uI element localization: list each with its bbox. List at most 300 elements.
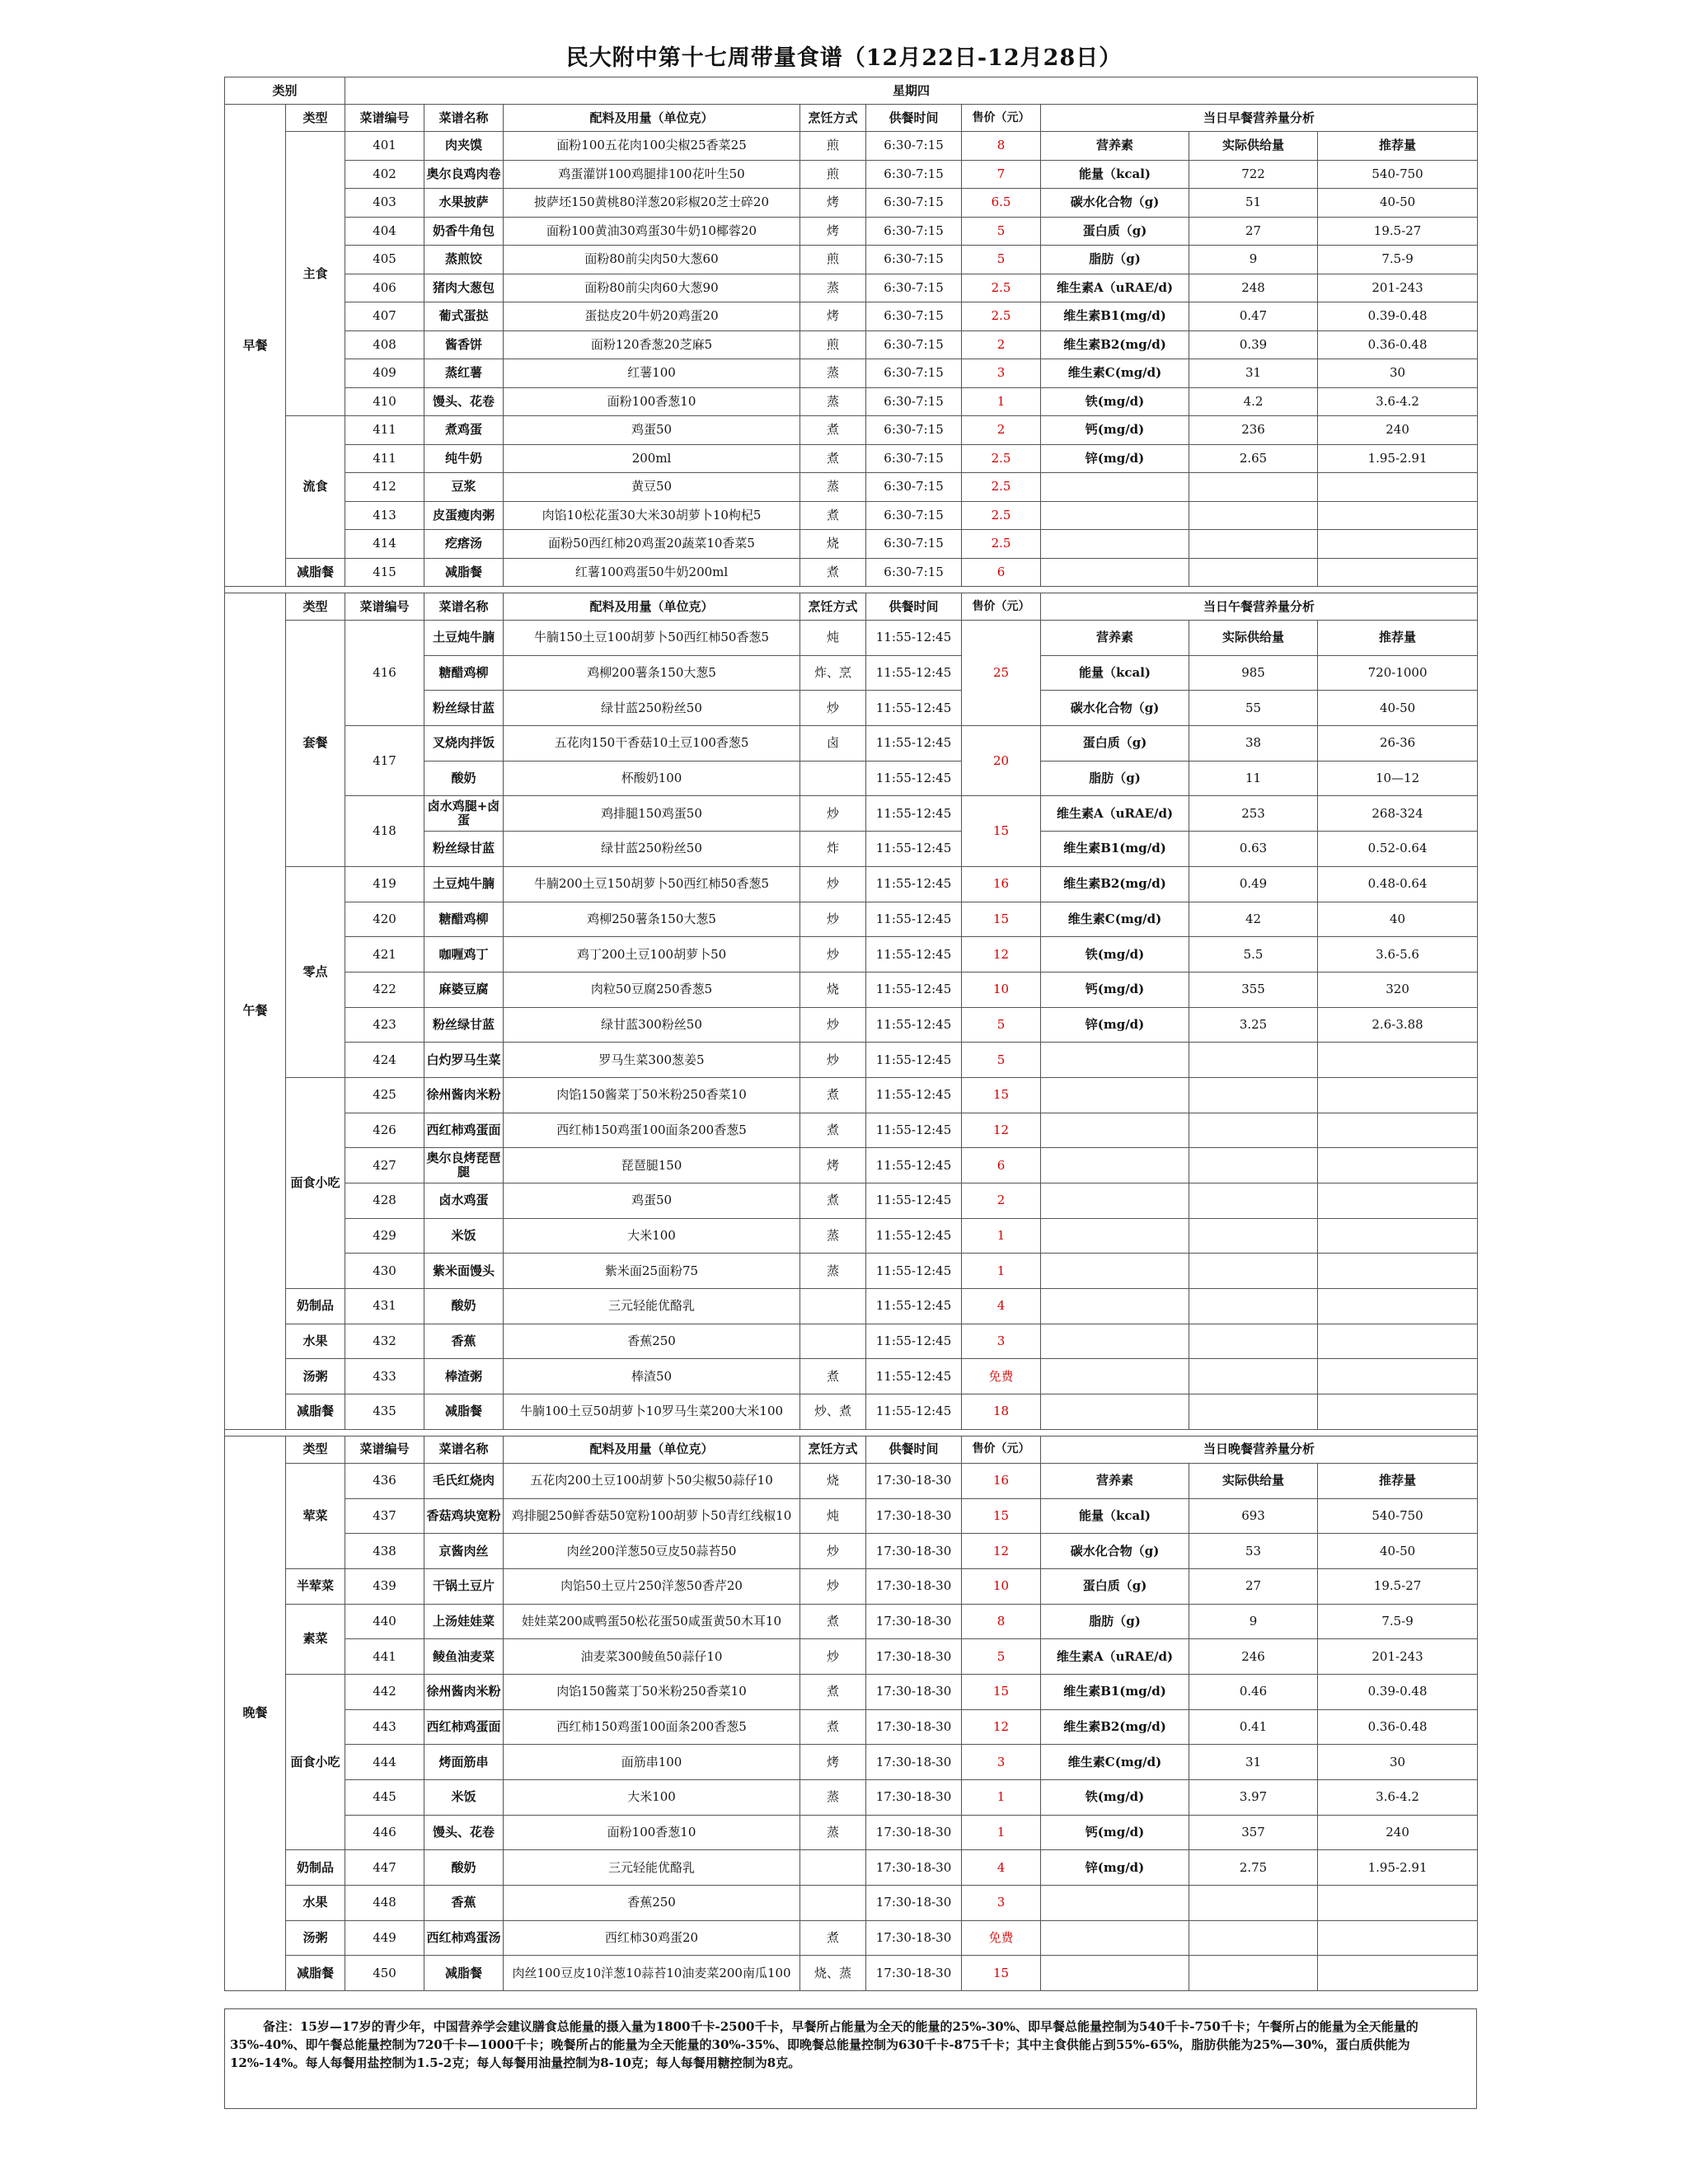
menu-row (225, 274, 1478, 302)
empty-cell (1041, 473, 1189, 502)
empty-cell (1041, 1183, 1189, 1219)
dish-type: 奶制品 (286, 1289, 345, 1324)
dish-type: 面食小吃 (286, 1674, 345, 1849)
dish-time: 6:30-7:15 (866, 160, 962, 189)
col-price: 售价（元） (962, 105, 1041, 132)
dish-code: 436 (345, 1463, 424, 1498)
dish-cooking: 蒸 (800, 1218, 866, 1254)
dish-cooking: 煎 (800, 330, 866, 359)
dish-time: 17:30-18-30 (866, 1604, 962, 1639)
dish-ingredients: 鸡柳250薯条150大葱5 (504, 902, 800, 937)
dish-price: 10 (962, 1568, 1041, 1604)
nutrient-actual: 722 (1189, 160, 1318, 189)
menu-row (225, 1498, 1478, 1534)
dish-ingredients: 肉丝200洋葱50豆皮50蒜苔50 (504, 1534, 800, 1569)
nutrient-recommended: 0.48-0.64 (1318, 866, 1478, 902)
empty-cell (1318, 1359, 1478, 1394)
dish-code: 440 (345, 1604, 424, 1639)
dish-price: 15 (962, 796, 1041, 866)
dish-cooking: 烧、蒸 (800, 1956, 866, 1991)
dish-cooking: 炖 (800, 621, 866, 656)
dish-price: 4 (962, 1850, 1041, 1886)
dish-code: 426 (345, 1113, 424, 1148)
col-ingredients: 配料及用量（单位克） (504, 105, 800, 132)
nutrient-actual: 3.97 (1189, 1780, 1318, 1816)
dish-time: 17:30-18-30 (866, 1463, 962, 1498)
nutrient-actual: 2.65 (1189, 444, 1318, 473)
dish-code: 404 (345, 217, 424, 246)
dish-ingredients: 紫米面25面粉75 (504, 1254, 800, 1289)
page-title: 民大附中第十七周带量食谱（12月22日-12月28日） (565, 45, 1123, 71)
menu-row (225, 796, 1478, 832)
dish-time: 11:55-12:45 (866, 796, 962, 832)
dish-name: 水果披萨 (424, 189, 504, 218)
nutrient-actual: 2.75 (1189, 1850, 1318, 1886)
dish-ingredients: 肉馅150酱菜丁50米粉250香菜10 (504, 1077, 800, 1113)
dish-name: 酸奶 (424, 1289, 504, 1324)
dish-price: 15 (962, 1956, 1041, 1991)
empty-cell (1318, 1183, 1478, 1219)
dish-cooking: 煮 (800, 1709, 866, 1745)
dish-code: 431 (345, 1289, 424, 1324)
dish-cooking (800, 761, 866, 796)
dish-name: 徐州酱肉米粉 (424, 1674, 504, 1709)
empty-cell (1041, 530, 1189, 559)
dish-price: 2 (962, 416, 1041, 445)
dish-code: 401 (345, 132, 424, 161)
dish-ingredients: 大米100 (504, 1780, 800, 1816)
dish-time: 11:55-12:45 (866, 1113, 962, 1148)
menu-row (225, 1254, 1478, 1289)
dish-price: 2 (962, 330, 1041, 359)
dish-name: 卤水鸡腿+卤蛋 (424, 796, 504, 832)
nutrient-name: 钙(mg/d) (1041, 1815, 1189, 1850)
nutrient-name: 维生素B2(mg/d) (1041, 1709, 1189, 1745)
nutrient-name: 维生素C(mg/d) (1041, 1745, 1189, 1780)
nutrient-actual: 51 (1189, 189, 1318, 218)
dish-price: 免费 (962, 1920, 1041, 1956)
dish-code: 428 (345, 1183, 424, 1219)
dish-name: 糖醋鸡柳 (424, 655, 504, 691)
nutrient-actual: 53 (1189, 1534, 1318, 1569)
dish-code: 414 (345, 530, 424, 559)
dish-cooking: 炸、烹 (800, 655, 866, 691)
nutrient-name: 锌(mg/d) (1041, 1007, 1189, 1043)
dish-cooking: 烧 (800, 1463, 866, 1498)
dish-name: 西红柿鸡蛋面 (424, 1113, 504, 1148)
dish-time: 11:55-12:45 (866, 1007, 962, 1043)
dish-cooking: 煮 (800, 416, 866, 445)
dish-ingredients: 绿甘蓝250粉丝50 (504, 691, 800, 726)
dish-price: 3 (962, 1886, 1041, 1921)
dish-ingredients: 蛋挞皮20牛奶20鸡蛋20 (504, 302, 800, 331)
dish-time: 6:30-7:15 (866, 444, 962, 473)
col-cooking: 烹饪方式 (800, 1436, 866, 1463)
dish-cooking: 烧 (800, 530, 866, 559)
dish-ingredients: 面粉100香葱10 (504, 387, 800, 416)
dish-cooking: 炖 (800, 1498, 866, 1534)
dish-cooking: 烤 (800, 302, 866, 331)
col-recommended: 推荐量 (1318, 132, 1478, 161)
dish-ingredients: 三元轻能优酪乳 (504, 1289, 800, 1324)
dish-type: 流食 (286, 416, 345, 559)
dish-name: 麻婆豆腐 (424, 972, 504, 1007)
dish-ingredients: 红薯100 (504, 359, 800, 388)
empty-cell (1041, 1324, 1189, 1359)
col-price: 售价（元） (962, 1436, 1041, 1463)
menu-row (225, 302, 1478, 331)
dish-price: 15 (962, 902, 1041, 937)
dish-price: 2 (962, 1183, 1041, 1219)
empty-cell (1041, 558, 1189, 587)
empty-cell (1041, 1920, 1189, 1956)
dish-name: 蒸煎饺 (424, 246, 504, 274)
dish-price: 12 (962, 1709, 1041, 1745)
nutrient-actual: 42 (1189, 902, 1318, 937)
nutrient-recommended: 1.95-2.91 (1318, 1850, 1478, 1886)
nutrient-name: 能量（kcal) (1041, 655, 1189, 691)
menu-row (225, 217, 1478, 246)
dish-code: 444 (345, 1745, 424, 1780)
dish-name: 鲮鱼油麦菜 (424, 1639, 504, 1675)
menu-row (225, 1745, 1478, 1780)
empty-cell (1318, 1886, 1478, 1921)
dish-time: 11:55-12:45 (866, 1183, 962, 1219)
nutrient-recommended: 2.6-3.88 (1318, 1007, 1478, 1043)
empty-cell (1041, 1359, 1189, 1394)
nutrient-actual: 55 (1189, 691, 1318, 726)
empty-cell (1041, 1113, 1189, 1148)
nutrient-name: 蛋白质（g) (1041, 1568, 1189, 1604)
empty-cell (1041, 1956, 1189, 1991)
nutrient-recommended: 0.36-0.48 (1318, 1709, 1478, 1745)
nutrient-recommended: 40-50 (1318, 189, 1478, 218)
nutrient-name: 蛋白质（g) (1041, 217, 1189, 246)
dish-name: 香蕉 (424, 1324, 504, 1359)
menu-row (225, 726, 1478, 762)
dish-code: 422 (345, 972, 424, 1007)
dish-cooking: 炸 (800, 832, 866, 867)
empty-cell (1041, 1148, 1189, 1183)
dish-code: 432 (345, 1324, 424, 1359)
dish-price: 8 (962, 1604, 1041, 1639)
col-cooking: 烹饪方式 (800, 105, 866, 132)
nutrient-name: 钙(mg/d) (1041, 972, 1189, 1007)
empty-cell (1318, 1289, 1478, 1324)
dish-time: 6:30-7:15 (866, 274, 962, 302)
dish-code: 418 (345, 796, 424, 866)
nutrient-recommended: 30 (1318, 359, 1478, 388)
dish-price: 1 (962, 1218, 1041, 1254)
dish-ingredients: 肉馅150酱菜丁50米粉250香菜10 (504, 1674, 800, 1709)
dish-time: 11:55-12:45 (866, 726, 962, 762)
empty-cell (1318, 530, 1478, 559)
dish-code: 420 (345, 902, 424, 937)
empty-cell (1318, 473, 1478, 502)
menu-row (225, 621, 1478, 656)
dish-ingredients: 面粉50西红柿20鸡蛋20蔬菜10香菜5 (504, 530, 800, 559)
dish-code: 445 (345, 1780, 424, 1816)
dish-cooking: 煮 (800, 444, 866, 473)
empty-cell (1189, 501, 1318, 530)
dish-ingredients: 鸡排腿250鲜香菇50宽粉100胡萝卜50青红线椒10 (504, 1498, 800, 1534)
nutrient-recommended: 720-1000 (1318, 655, 1478, 691)
menu-row (225, 1289, 1478, 1324)
dish-cooking (800, 1886, 866, 1921)
nutrient-actual: 0.49 (1189, 866, 1318, 902)
nutrient-name: 碳水化合物（g) (1041, 691, 1189, 726)
empty-cell (1189, 1324, 1318, 1359)
dish-type: 水果 (286, 1886, 345, 1921)
dish-price: 1 (962, 1780, 1041, 1816)
nutrient-actual: 38 (1189, 726, 1318, 762)
dish-ingredients: 琵琶腿150 (504, 1148, 800, 1183)
dish-time: 11:55-12:45 (866, 1148, 962, 1183)
nutrient-name: 碳水化合物（g) (1041, 1534, 1189, 1569)
dish-cooking: 炒 (800, 796, 866, 832)
dish-code: 407 (345, 302, 424, 331)
empty-cell (1318, 1254, 1478, 1289)
nutrient-recommended: 240 (1318, 416, 1478, 445)
nutrient-name: 铁(mg/d) (1041, 937, 1189, 972)
dish-type: 套餐 (286, 621, 345, 867)
menu-row (225, 1183, 1478, 1219)
nutrient-recommended: 26-36 (1318, 726, 1478, 762)
col-name: 菜谱名称 (424, 1436, 504, 1463)
nutrient-recommended: 7.5-9 (1318, 1604, 1478, 1639)
dish-cooking: 炒 (800, 1043, 866, 1078)
dish-time: 6:30-7:15 (866, 189, 962, 218)
nutrient-actual: 0.39 (1189, 330, 1318, 359)
dish-name: 馒头、花卷 (424, 1815, 504, 1850)
dish-name: 粉丝绿甘蓝 (424, 691, 504, 726)
dish-cooking: 炒 (800, 1007, 866, 1043)
dish-time: 11:55-12:45 (866, 1394, 962, 1430)
nutrient-name: 维生素C(mg/d) (1041, 902, 1189, 937)
dish-name: 毛氏红烧肉 (424, 1463, 504, 1498)
dish-ingredients: 香蕉250 (504, 1886, 800, 1921)
dish-name: 奥尔良烤琵琶腿 (424, 1148, 504, 1183)
dish-time: 6:30-7:15 (866, 359, 962, 388)
dish-time: 11:55-12:45 (866, 1289, 962, 1324)
nutrient-actual: 236 (1189, 416, 1318, 445)
dish-price: 免费 (962, 1359, 1041, 1394)
dish-code: 409 (345, 359, 424, 388)
dish-code: 433 (345, 1359, 424, 1394)
empty-cell (1189, 1218, 1318, 1254)
dish-ingredients: 牛腩100土豆50胡萝卜10罗马生菜200大米100 (504, 1394, 800, 1430)
nutrient-name: 维生素B1(mg/d) (1041, 302, 1189, 331)
dish-ingredients: 红薯100鸡蛋50牛奶200ml (504, 558, 800, 587)
dish-time: 11:55-12:45 (866, 832, 962, 867)
dish-ingredients: 棒渣50 (504, 1359, 800, 1394)
menu-row (225, 246, 1478, 274)
empty-cell (1318, 1956, 1478, 1991)
dish-code: 406 (345, 274, 424, 302)
dish-time: 11:55-12:45 (866, 972, 962, 1007)
dish-ingredients: 五花肉150干香菇10土豆100香葱5 (504, 726, 800, 762)
dish-ingredients: 披萨坯150黄桃80洋葱20彩椒20芝士碎20 (504, 189, 800, 218)
dish-cooking: 煎 (800, 246, 866, 274)
empty-cell (1041, 1289, 1189, 1324)
dish-name: 肉夹馍 (424, 132, 504, 161)
menu-row (225, 1639, 1478, 1675)
dish-ingredients: 西红柿150鸡蛋100面条200香葱5 (504, 1113, 800, 1148)
dish-code: 424 (345, 1043, 424, 1078)
menu-row (225, 501, 1478, 530)
dish-name: 西红柿鸡蛋面 (424, 1709, 504, 1745)
dish-time: 11:55-12:45 (866, 1077, 962, 1113)
dish-price: 2.5 (962, 274, 1041, 302)
nutrient-name: 蛋白质（g) (1041, 726, 1189, 762)
nutrient-recommended: 7.5-9 (1318, 246, 1478, 274)
dish-name: 香菇鸡块宽粉 (424, 1498, 504, 1534)
col-actual: 实际供给量 (1189, 132, 1318, 161)
col-price: 售价（元） (962, 593, 1041, 621)
dish-ingredients: 肉馅50土豆片250洋葱50香芹20 (504, 1568, 800, 1604)
empty-cell (1189, 558, 1318, 587)
dish-ingredients: 香蕉250 (504, 1324, 800, 1359)
col-code: 菜谱编号 (345, 105, 424, 132)
empty-cell (1318, 1043, 1478, 1078)
nutrient-name: 维生素B2(mg/d) (1041, 330, 1189, 359)
nutrient-name: 脂肪（g) (1041, 246, 1189, 274)
empty-cell (1189, 1920, 1318, 1956)
nutrient-name: 维生素B2(mg/d) (1041, 866, 1189, 902)
dish-code: 425 (345, 1077, 424, 1113)
dish-time: 6:30-7:15 (866, 217, 962, 246)
dish-ingredients: 罗马生菜300葱姜5 (504, 1043, 800, 1078)
col-time: 供餐时间 (866, 105, 962, 132)
menu-row (225, 1359, 1478, 1394)
col-name: 菜谱名称 (424, 105, 504, 132)
nutrient-name: 维生素B1(mg/d) (1041, 1674, 1189, 1709)
menu-row (225, 160, 1478, 189)
empty-cell (1041, 1886, 1189, 1921)
dish-time: 17:30-18-30 (866, 1886, 962, 1921)
dish-cooking: 蒸 (800, 473, 866, 502)
nutrient-actual: 5.5 (1189, 937, 1318, 972)
menu-row (225, 1043, 1478, 1078)
dish-name: 糖醋鸡柳 (424, 902, 504, 937)
dish-ingredients: 西红柿150鸡蛋100面条200香葱5 (504, 1709, 800, 1745)
dish-ingredients: 肉粒50豆腐250香葱5 (504, 972, 800, 1007)
nutrient-actual: 3.25 (1189, 1007, 1318, 1043)
analysis-title: 当日晚餐营养量分析 (1041, 1436, 1478, 1463)
dish-code: 421 (345, 937, 424, 972)
dish-code: 411 (345, 444, 424, 473)
dish-price: 18 (962, 1394, 1041, 1430)
dish-code: 450 (345, 1956, 424, 1991)
nutrient-name: 钙(mg/d) (1041, 416, 1189, 445)
menu-row (225, 330, 1478, 359)
nutrient-name: 脂肪（g) (1041, 1604, 1189, 1639)
menu-row (225, 359, 1478, 388)
dish-type: 零点 (286, 866, 345, 1077)
dish-price: 6 (962, 558, 1041, 587)
dish-ingredients: 油麦菜300鲮鱼50蒜仔10 (504, 1639, 800, 1675)
dish-code: 441 (345, 1639, 424, 1675)
header-row (225, 77, 1478, 105)
dish-price: 16 (962, 1463, 1041, 1498)
footnote: 备注：15岁—17岁的青少年，中国营养学会建议膳食总能量的摄入量为1800千卡-2500千卡，早餐所占能量为全天的能量的25%-30%、即早餐总能量控制为540千卡-750千卡；午餐所占的能量为全天能量的35%-40%、即午餐总能量控制为720千卡—1000千卡；晚餐所占的能量为全天能量的30%-35%、即晚餐总能量控制为630千卡-875千卡；其中主食供能占到55%-65%，脂肪供能为25%—30%，蛋白质供能为12%-14%。每人每餐用盐控制为1.5-2克；每人每餐用油量控制为8-10克；每人每餐用糖控制为8克。 (224, 2008, 1477, 2109)
dish-price: 1 (962, 1815, 1041, 1850)
nutrient-actual: 27 (1189, 217, 1318, 246)
dish-name: 酸奶 (424, 761, 504, 796)
dish-code: 449 (345, 1920, 424, 1956)
empty-cell (1189, 1289, 1318, 1324)
menu-row (225, 1956, 1478, 1991)
dish-price: 15 (962, 1077, 1041, 1113)
nutrient-actual: 31 (1189, 359, 1318, 388)
empty-cell (1041, 1077, 1189, 1113)
dish-cooking: 煮 (800, 1674, 866, 1709)
meal-name: 早餐 (225, 105, 286, 587)
dish-cooking (800, 1850, 866, 1886)
dish-code: 411 (345, 416, 424, 445)
dish-price: 6.5 (962, 189, 1041, 218)
nutrient-name: 锌(mg/d) (1041, 444, 1189, 473)
dish-type: 主食 (286, 132, 345, 416)
empty-cell (1189, 1394, 1318, 1430)
dish-cooking: 煮 (800, 1113, 866, 1148)
dish-cooking: 煮 (800, 501, 866, 530)
dish-time: 17:30-18-30 (866, 1815, 962, 1850)
menu-row (225, 1148, 1478, 1183)
dish-ingredients: 鸡蛋50 (504, 416, 800, 445)
dish-cooking: 蒸 (800, 1780, 866, 1816)
dish-price: 10 (962, 972, 1041, 1007)
nutrient-recommended: 240 (1318, 1815, 1478, 1850)
dish-name: 西红柿鸡蛋汤 (424, 1920, 504, 1956)
dish-ingredients: 面粉100黄油30鸡蛋30牛奶10椰蓉20 (504, 217, 800, 246)
col-cooking: 烹饪方式 (800, 593, 866, 621)
dish-ingredients: 牛腩150土豆100胡萝卜50西红柿50香葱5 (504, 621, 800, 656)
dish-price: 2.5 (962, 501, 1041, 530)
dish-name: 猪肉大葱包 (424, 274, 504, 302)
dish-time: 6:30-7:15 (866, 246, 962, 274)
dish-ingredients: 鸡蛋灌饼100鸡腿排100花叶生50 (504, 160, 800, 189)
dish-cooking: 炒 (800, 902, 866, 937)
menu-row (225, 387, 1478, 416)
dish-code: 438 (345, 1534, 424, 1569)
dish-name: 米饭 (424, 1780, 504, 1816)
menu-row (225, 1007, 1478, 1043)
dish-time: 17:30-18-30 (866, 1850, 962, 1886)
menu-row (225, 1674, 1478, 1709)
dish-cooking: 烤 (800, 189, 866, 218)
menu-row (225, 1709, 1478, 1745)
dish-name: 酸奶 (424, 1850, 504, 1886)
dish-price: 5 (962, 1043, 1041, 1078)
empty-cell (1318, 558, 1478, 587)
dish-type: 减脂餐 (286, 1394, 345, 1430)
col-code: 菜谱编号 (345, 593, 424, 621)
dish-time: 11:55-12:45 (866, 655, 962, 691)
dish-time: 17:30-18-30 (866, 1780, 962, 1816)
dish-ingredients: 200ml (504, 444, 800, 473)
nutrient-actual: 246 (1189, 1639, 1318, 1675)
dish-price: 1 (962, 1254, 1041, 1289)
dish-time: 17:30-18-30 (866, 1956, 962, 1991)
dish-name: 土豆炖牛腩 (424, 866, 504, 902)
dish-ingredients: 鸡蛋50 (504, 1183, 800, 1219)
dish-price: 5 (962, 1007, 1041, 1043)
nutrient-recommended: 3.6-4.2 (1318, 387, 1478, 416)
dish-time: 17:30-18-30 (866, 1745, 962, 1780)
dish-type: 减脂餐 (286, 1956, 345, 1991)
dish-name: 卤水鸡蛋 (424, 1183, 504, 1219)
